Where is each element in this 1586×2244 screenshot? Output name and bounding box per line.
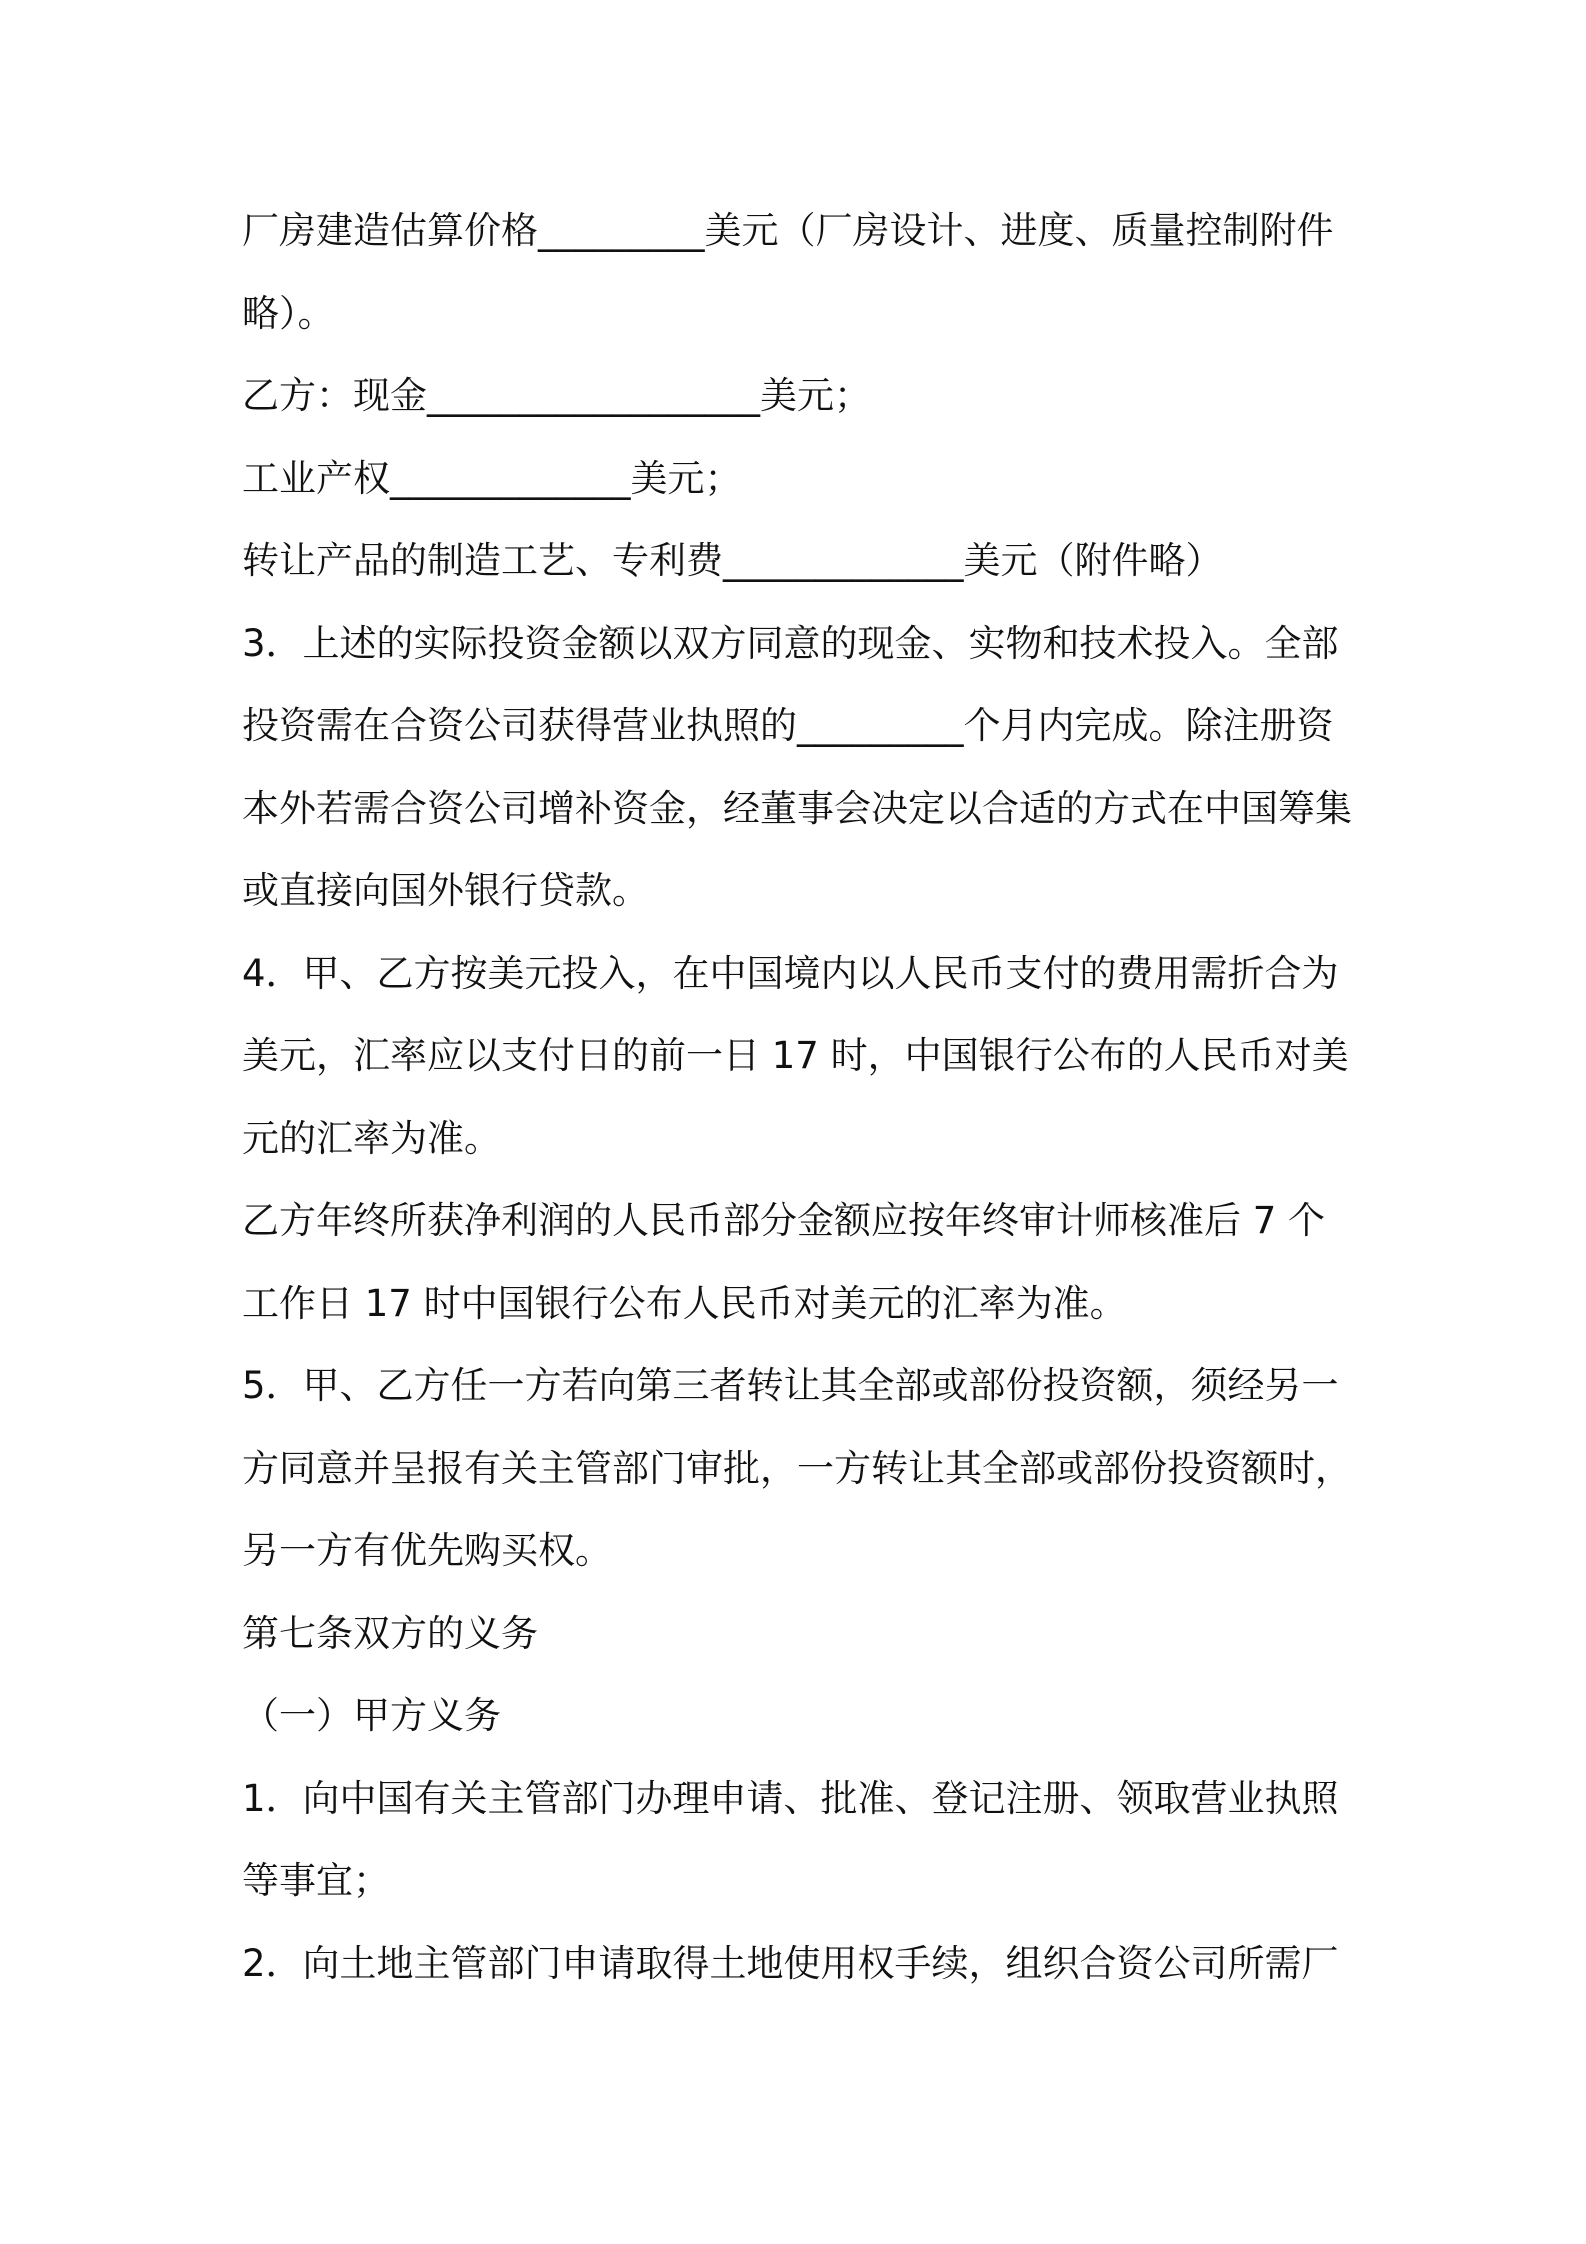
paragraph-clause-5: 5．甲、乙方任一方若向第三者转让其全部或部份投资额，须经另一方同意并呈报有关主管部门审批，一方转让其全部或部份投资额时，另一方有优先购买权。 [242, 1364, 1352, 1572]
paragraph-party-a-duty-1: 1．向中国有关主管部门办理申请、批准、登记注册、领取营业执照等事宜； [242, 1776, 1339, 1902]
paragraph-manufacturing-process-fee: 转让产品的制造工艺、专利费_____________美元（附件略） [242, 539, 1223, 582]
paragraph-party-a-duty-2: 2．向土地主管部门申请取得土地使用权手续，组织合资公司所需厂 [242, 1941, 1339, 1985]
paragraph-clause-4-profit: 乙方年终所获净利润的人民币部分金额应按年终审计师核准后 7 个工作日 17 时中国银行公布人民币对美元的汇率为准。 [242, 1199, 1326, 1325]
paragraph-clause-3: 3．上述的实际投资金额以双方同意的现金、实物和技术投入。全部投资需在合资公司获得营业执照的_________个月内完成。除注册资本外若需合资公司增补资金，经董事会决定以合适的方式在中国筹集或直接向国外银行贷款。 [242, 621, 1352, 912]
paragraph-plant-construction-cost: 厂房建造估算价格_________美元（厂房设计、进度、质量控制附件略）。 [242, 209, 1334, 335]
subsection-heading-party-a: （一）甲方义务 [242, 1694, 501, 1737]
section-heading-article-7: 第七条双方的义务 [242, 1611, 538, 1655]
paragraph-party-b-cash: 乙方：现金__________________美元； [242, 374, 871, 417]
paragraph-clause-4: 4．甲、乙方按美元投入，在中国境内以人民币支付的费用需折合为美元，汇率应以支付日的前一日 17 时，中国银行公布的人民币对美元的汇率为准。 [242, 951, 1349, 1160]
document-body [242, 190, 1352, 2005]
paragraph-industrial-property: 工业产权_____________美元； [242, 456, 742, 500]
